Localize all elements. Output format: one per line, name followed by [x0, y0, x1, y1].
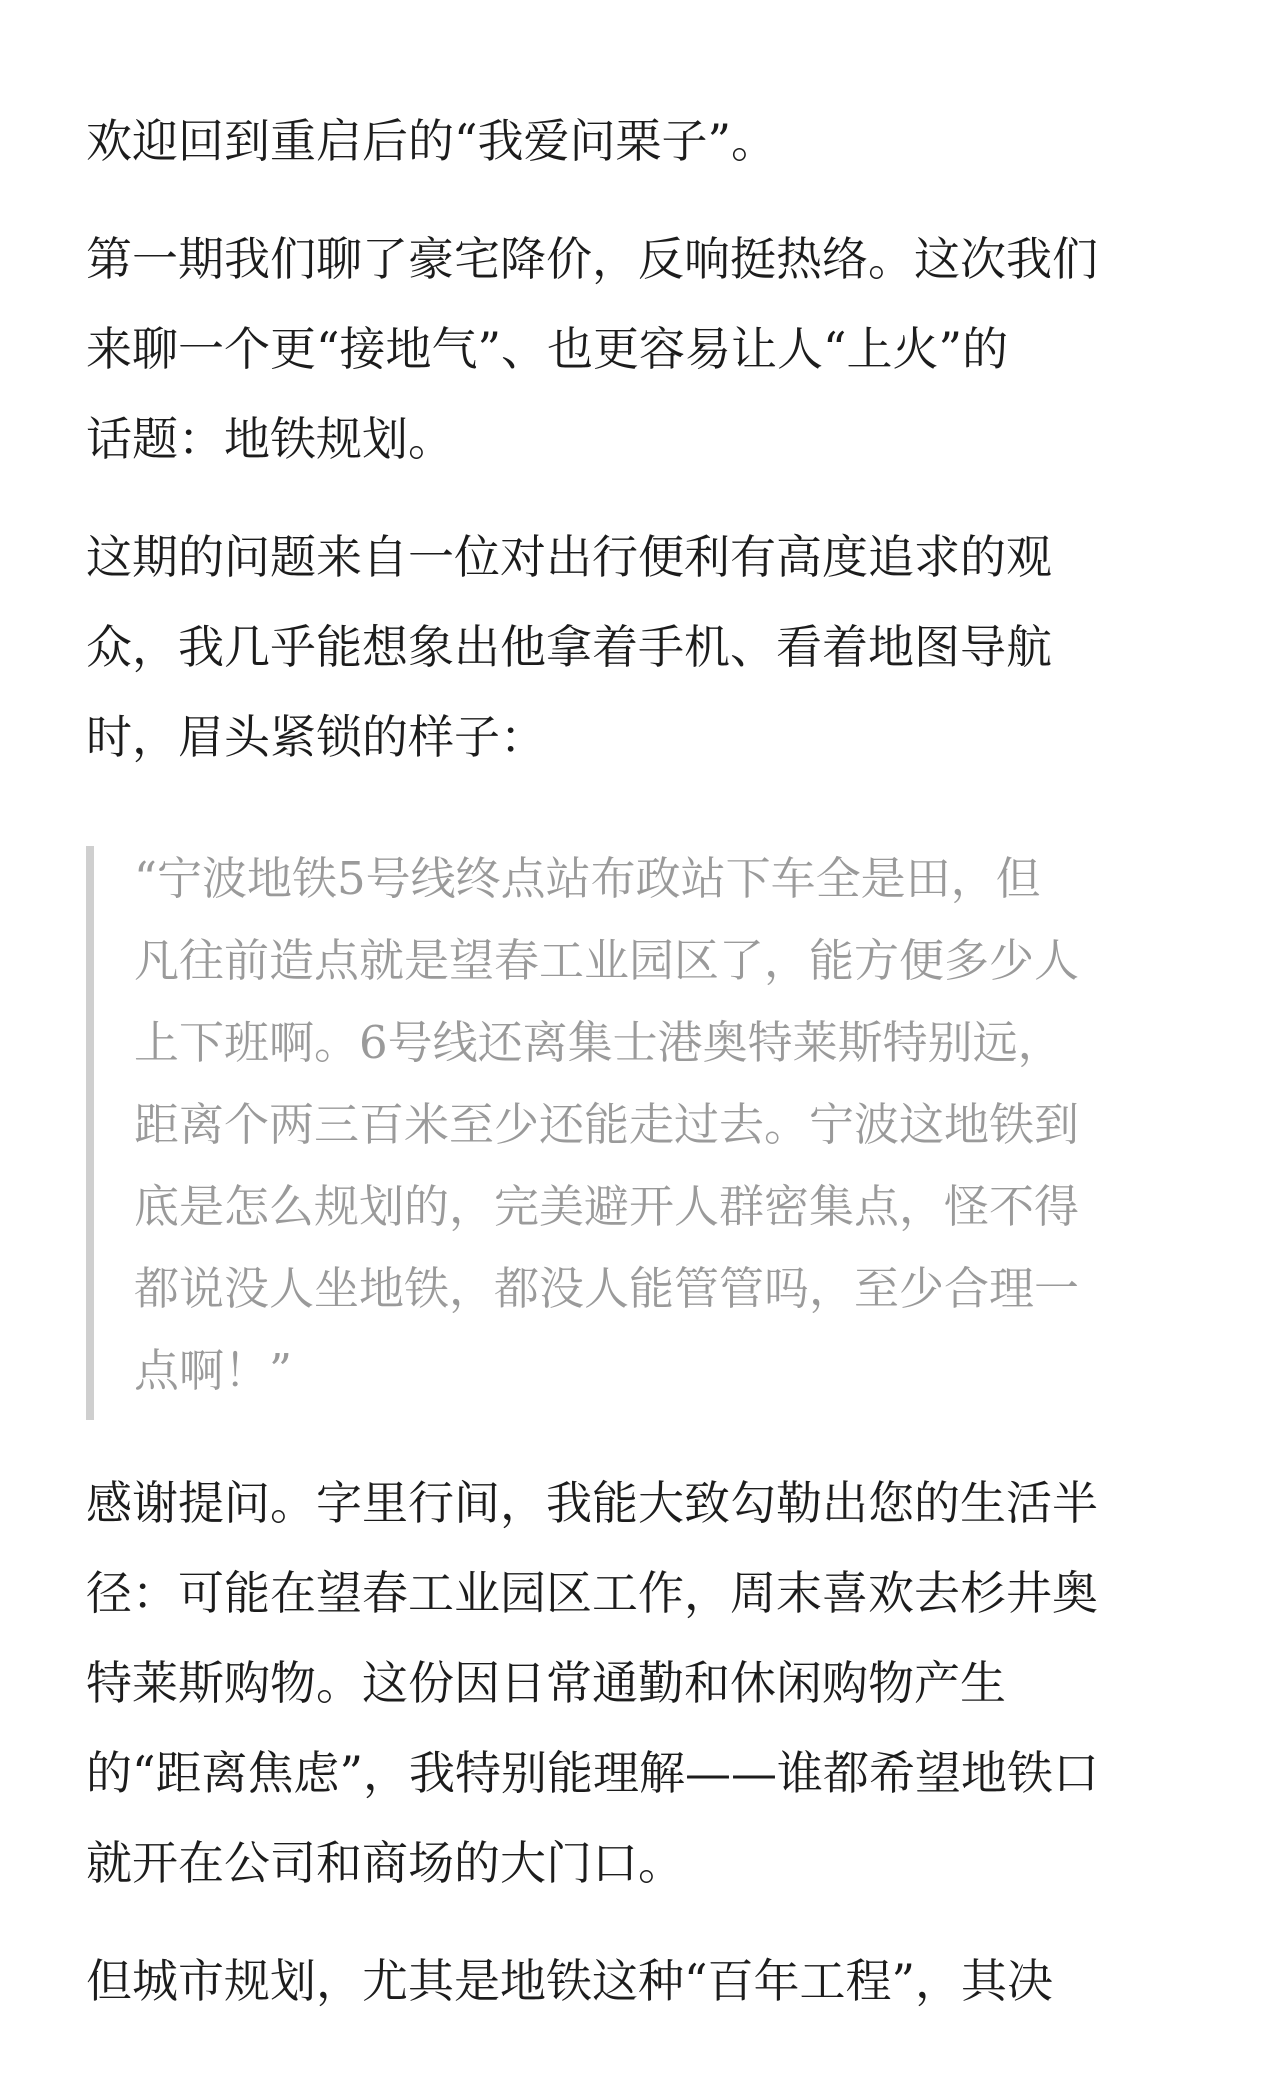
planning-paragraph — [86, 1936, 1186, 2026]
text-line: 欢迎回到重启后的“我爱问栗子”。 — [86, 114, 778, 168]
quote-line: “宁波地铁5号线终点站布政站下车全是田，但 — [134, 852, 1041, 905]
text-line: 来聊一个更“接地气”、也更容易让人“上火”的 — [86, 322, 1009, 376]
quote-line: 上下班啊。6号线还离集士港奥特莱斯特别远， — [134, 1016, 1063, 1069]
quote-line: 底是怎么规划的，完美避开人群密集点，怪不得 — [134, 1180, 1080, 1233]
quote-line: 点啊！” — [134, 1344, 293, 1397]
text-line: 的“距离焦虑”，我特别能理解——谁都希望地铁口 — [86, 1746, 1100, 1800]
text-line: 就开在公司和商场的大门口。 — [86, 1836, 684, 1890]
reader-question-blockquote — [86, 838, 1186, 1412]
text-line: 径：可能在望春工业园区工作，周末喜欢去杉井奥 — [86, 1566, 1098, 1620]
text-line: 话题：地铁规划。 — [86, 412, 454, 466]
text-line: 但城市规划，尤其是地铁这种“百年工程”，其决 — [86, 1954, 1054, 2008]
answer-paragraph — [86, 1458, 1186, 1908]
text-line: 众，我几乎能想象出他拿着手机、看着地图导航 — [86, 620, 1052, 674]
topic-paragraph — [86, 214, 1186, 484]
intro-paragraph — [86, 96, 1186, 186]
quote-line: 都说没人坐地铁，都没人能管管吗，至少合理一 — [134, 1262, 1080, 1315]
blockquote-bar — [86, 846, 94, 1420]
text-line: 这期的问题来自一位对出行便利有高度追求的观 — [86, 530, 1052, 584]
quote-text — [134, 838, 1186, 1412]
question-intro-paragraph — [86, 512, 1186, 782]
text-line: 时，眉头紧锁的样子： — [86, 710, 546, 764]
text-line: 特莱斯购物。这份因日常通勤和休闲购物产生 — [86, 1656, 1006, 1710]
quote-line: 距离个两三百米至少还能走过去。宁波这地铁到 — [134, 1098, 1080, 1151]
quote-line: 凡往前造点就是望春工业园区了，能方便多少人 — [134, 934, 1080, 987]
text-line: 感谢提问。字里行间，我能大致勾勒出您的生活半 — [86, 1476, 1098, 1530]
article-body — [86, 96, 1186, 2026]
text-line: 第一期我们聊了豪宅降价，反响挺热络。这次我们 — [86, 232, 1098, 286]
